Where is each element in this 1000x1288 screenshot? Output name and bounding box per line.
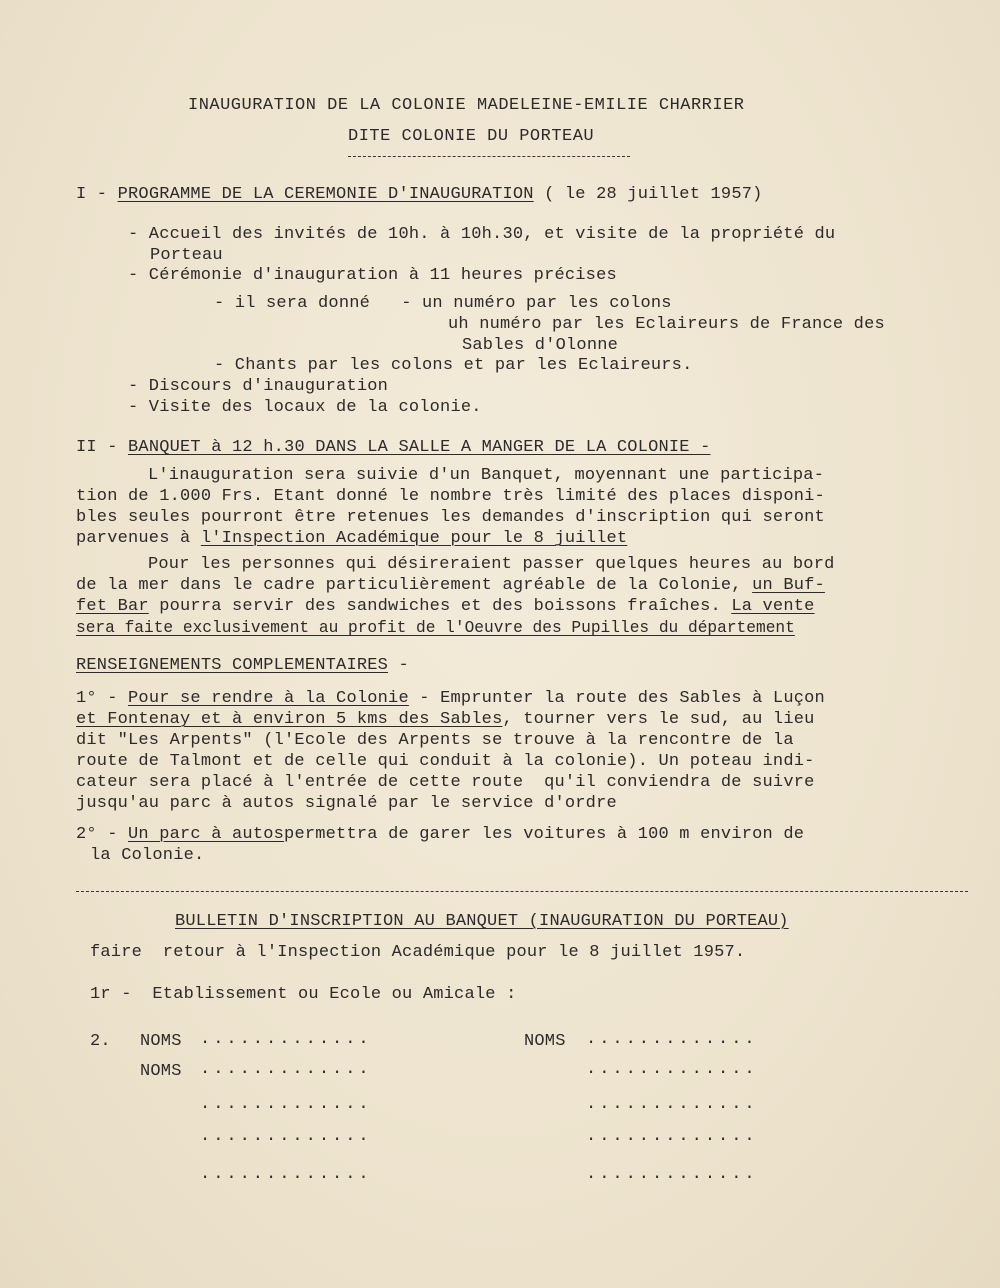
names-dots: .............	[200, 1127, 372, 1146]
section1-item: - Accueil des invités de 10h. à 10h.30, et visite de la propriété du	[128, 225, 836, 244]
section2-para1-line: tion de 1.000 Frs. Etant donné le nombre très limité des places disponi-	[76, 487, 825, 506]
bulletin-divider	[76, 891, 968, 892]
section1-item: - Discours d'inauguration	[128, 377, 389, 396]
section3-p2-line: 2° - Un parc à autospermettra de garer les voitures à 100 m environ de	[76, 825, 805, 844]
section1-heading: I - PROGRAMME DE LA CEREMONIE D'INAUGURATION ( le 28 juillet 1957)	[76, 185, 763, 204]
names-dots: .............	[586, 1165, 758, 1184]
names-dots: .............	[200, 1165, 372, 1184]
section1-item: - Chants par les colons et par les Eclaireurs.	[214, 356, 693, 375]
section2-para2-line: Pour les personnes qui désireraient passer quelques heures au bord	[148, 555, 835, 574]
section1-item: Porteau	[150, 246, 223, 265]
names-dots: .............	[586, 1060, 758, 1079]
document-title: INAUGURATION DE LA COLONIE MADELEINE-EMILIE CHARRIER	[188, 96, 745, 115]
section1-item: - Visite des locaux de la colonie.	[128, 398, 482, 417]
section3-p1-line: route de Talmont et de celle qui conduit à la colonie). Un poteau indi-	[76, 752, 815, 771]
section3-heading: RENSEIGNEMENTS COMPLEMENTAIRES -	[76, 656, 409, 675]
bulletin-item1: 1r - Etablissement ou Ecole ou Amicale :	[90, 985, 517, 1004]
bulletin-item2-num: 2.	[90, 1032, 111, 1051]
section3-p1-line: cateur sera placé à l'entrée de cette route qu'il conviendra de suivre	[76, 773, 815, 792]
document-subtitle: DITE COLONIE DU PORTEAU	[348, 127, 595, 146]
section2-para2-line: sera faite exclusivement au profit de l'Oeuvre des Pupilles du département	[76, 619, 795, 637]
section1-item: - Cérémonie d'inauguration à 11 heures précises	[128, 266, 617, 285]
section3-p1-line: 1° - Pour se rendre à la Colonie - Emprunter la route des Sables à Luçon	[76, 689, 825, 708]
section2-para1-line: L'inauguration sera suivie d'un Banquet, moyennant une participa-	[148, 466, 825, 485]
names-dots: .............	[586, 1030, 758, 1049]
section1-item: - il sera donné - un numéro par les colons	[214, 294, 672, 313]
section2-para1-line: bles seules pourront être retenues les demandes d'inscription qui seront	[76, 508, 825, 527]
bulletin-heading: BULLETIN D'INSCRIPTION AU BANQUET (INAUGURATION DU PORTEAU)	[175, 912, 789, 931]
section2-heading: II - BANQUET à 12 h.30 DANS LA SALLE A MANGER DE LA COLONIE -	[76, 438, 711, 457]
names-dots: .............	[586, 1095, 758, 1114]
names-dots: .............	[200, 1095, 372, 1114]
section3-p1-line: jusqu'au parc à autos signalé par le service d'ordre	[76, 794, 617, 813]
section3-p2-line: la Colonie.	[90, 846, 205, 865]
section1-item: Sables d'Olonne	[462, 336, 619, 355]
bulletin-return-line: faire retour à l'Inspection Académique pour le 8 juillet 1957.	[90, 943, 746, 962]
title-divider	[348, 156, 630, 157]
names-dots: .............	[200, 1030, 372, 1049]
names-label: NOMS	[140, 1032, 182, 1051]
names-dots: .............	[200, 1060, 372, 1079]
names-label: NOMS	[140, 1062, 182, 1081]
section3-p1-line: et Fontenay et à environ 5 kms des Sables, tourner vers le sud, au lieu	[76, 710, 815, 729]
section3-p1-line: dit "Les Arpents" (l'Ecole des Arpents se trouve à la rencontre de la	[76, 731, 794, 750]
section2-para2-line: fet Bar pourra servir des sandwiches et des boissons fraîches. La vente	[76, 597, 815, 616]
section2-para2-line: de la mer dans le cadre particulièrement agréable de la Colonie, un Buf-	[76, 576, 825, 595]
section2-para1-line: parvenues à l'Inspection Académique pour le 8 juillet	[76, 529, 628, 548]
section1-item: uh numéro par les Eclaireurs de France des	[448, 315, 885, 334]
names-label: NOMS	[524, 1032, 566, 1051]
names-dots: .............	[586, 1127, 758, 1146]
